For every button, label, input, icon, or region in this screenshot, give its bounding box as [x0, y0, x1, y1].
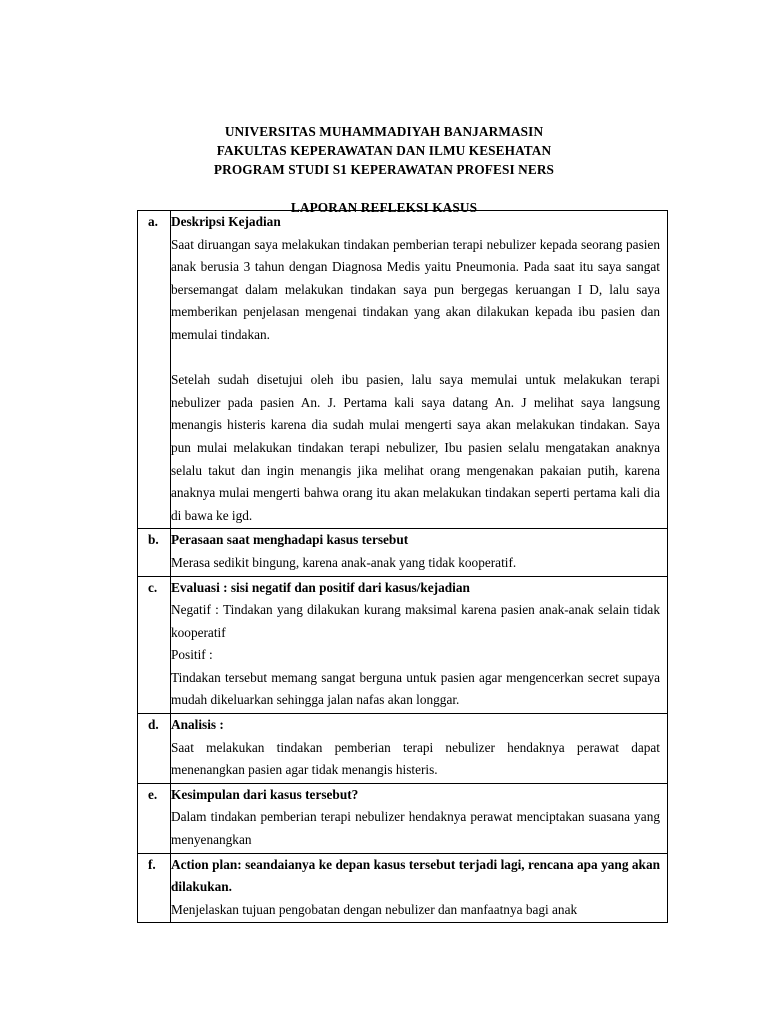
section-heading: Analisis :	[171, 717, 224, 733]
section-letter: a.	[138, 211, 171, 529]
section-heading: Action plan: seandaianya ke depan kasus tersebut terjadi lagi, rencana apa yang akan dilakukan.	[171, 856, 660, 895]
university-name: UNIVERSITAS MUHAMMADIYAH BANJARMASIN	[224, 124, 544, 139]
section-row-e	[138, 783, 668, 853]
program-name: PROGRAM STUDI S1 KEPERAWATAN PROFESI NERS	[213, 162, 555, 177]
section-paragraph: Setelah sudah disetujui oleh ibu pasien, lalu saya memulai untuk melakukan terapi nebulizer pada pasien An. J. Pertama kali saya datang An. J melihat saya langsung menangis histeris karena dia sudah mulai mengerti saya akan melakukan tindakan. Saya pun mulai melakukan tindakan terapi nebulizer, Ibu pasien selalu mengatakan anaknya selalu takut dan ingin menangis jika melihat orang mengenakan pakaian putih, karena anaknya mulai mengerti bahwa orang itu akan melakukan tindakan seperti pertama kali dia di bawa ke igd.	[171, 372, 660, 523]
section-row-d	[138, 714, 668, 784]
section-content	[171, 529, 668, 576]
section-letter: d.	[138, 714, 171, 784]
section-heading: Kesimpulan dari kasus tersebut?	[171, 786, 359, 802]
section-content	[171, 853, 668, 923]
section-row-f	[138, 853, 668, 923]
section-paragraph: Dalam tindakan pemberian terapi nebulizer hendaknya perawat menciptakan suasana yang menyenangkan	[171, 809, 660, 848]
section-letter: b.	[138, 529, 171, 576]
report-title: LAPORAN REFLEKSI KASUS	[290, 200, 478, 215]
section-paragraph: Merasa sedikit bingung, karena anak-anak yang tidak kooperatif.	[171, 554, 517, 570]
section-content	[171, 783, 668, 853]
section-paragraph: Menjelaskan tujuan pengobatan dengan nebulizer dan manfaatnya bagi anak	[171, 901, 578, 917]
section-paragraph: Saat melakukan tindakan pemberian terapi nebulizer hendaknya perawat dapat menenangkan pasien agar tidak menangis histeris.	[171, 739, 660, 778]
section-content	[171, 714, 668, 784]
document-header	[0, 122, 768, 217]
section-letter: e.	[138, 783, 171, 853]
section-letter: c.	[138, 576, 171, 714]
section-paragraph: Negatif : Tindakan yang dilakukan kurang maksimal karena pasien anak-anak selain tidak kooperatif	[171, 602, 660, 640]
section-row-a	[138, 211, 668, 529]
section-paragraph: Positif :	[171, 647, 213, 663]
section-heading: Evaluasi : sisi negatif dan positif dari kasus/kejadian	[171, 579, 470, 595]
section-content	[171, 576, 668, 714]
section-row-c	[138, 576, 668, 714]
section-content	[171, 211, 668, 529]
section-paragraph: Tindakan tersebut memang sangat berguna untuk pasien agar mengencerkan secret supaya mudah dikeluarkan sehingga jalan nafas akan longgar.	[171, 669, 660, 708]
section-heading: Deskripsi Kejadian	[171, 214, 281, 229]
faculty-name: FAKULTAS KEPERAWATAN DAN ILMU KESEHATAN	[216, 143, 552, 158]
section-row-b	[138, 529, 668, 576]
paragraph-gap	[171, 347, 660, 370]
section-letter: f.	[138, 853, 171, 923]
section-paragraph: Saat diruangan saya melakukan tindakan pemberian terapi nebulizer kepada seorang pasien anak berusia 3 tahun dengan Diagnosa Medis yaitu Pneumonia. Pada saat itu saya sangat bersemangat dalam melakukan tindakan saya pun bergegas keruangan I D, lalu saya memberikan penjelasan mengenai tindakan yang akan dilakukan kepada ibu pasien dan memulai tindakan.	[171, 236, 660, 342]
section-heading: Perasaan saat menghadapi kasus tersebut	[171, 532, 409, 548]
reflection-table	[137, 210, 668, 923]
